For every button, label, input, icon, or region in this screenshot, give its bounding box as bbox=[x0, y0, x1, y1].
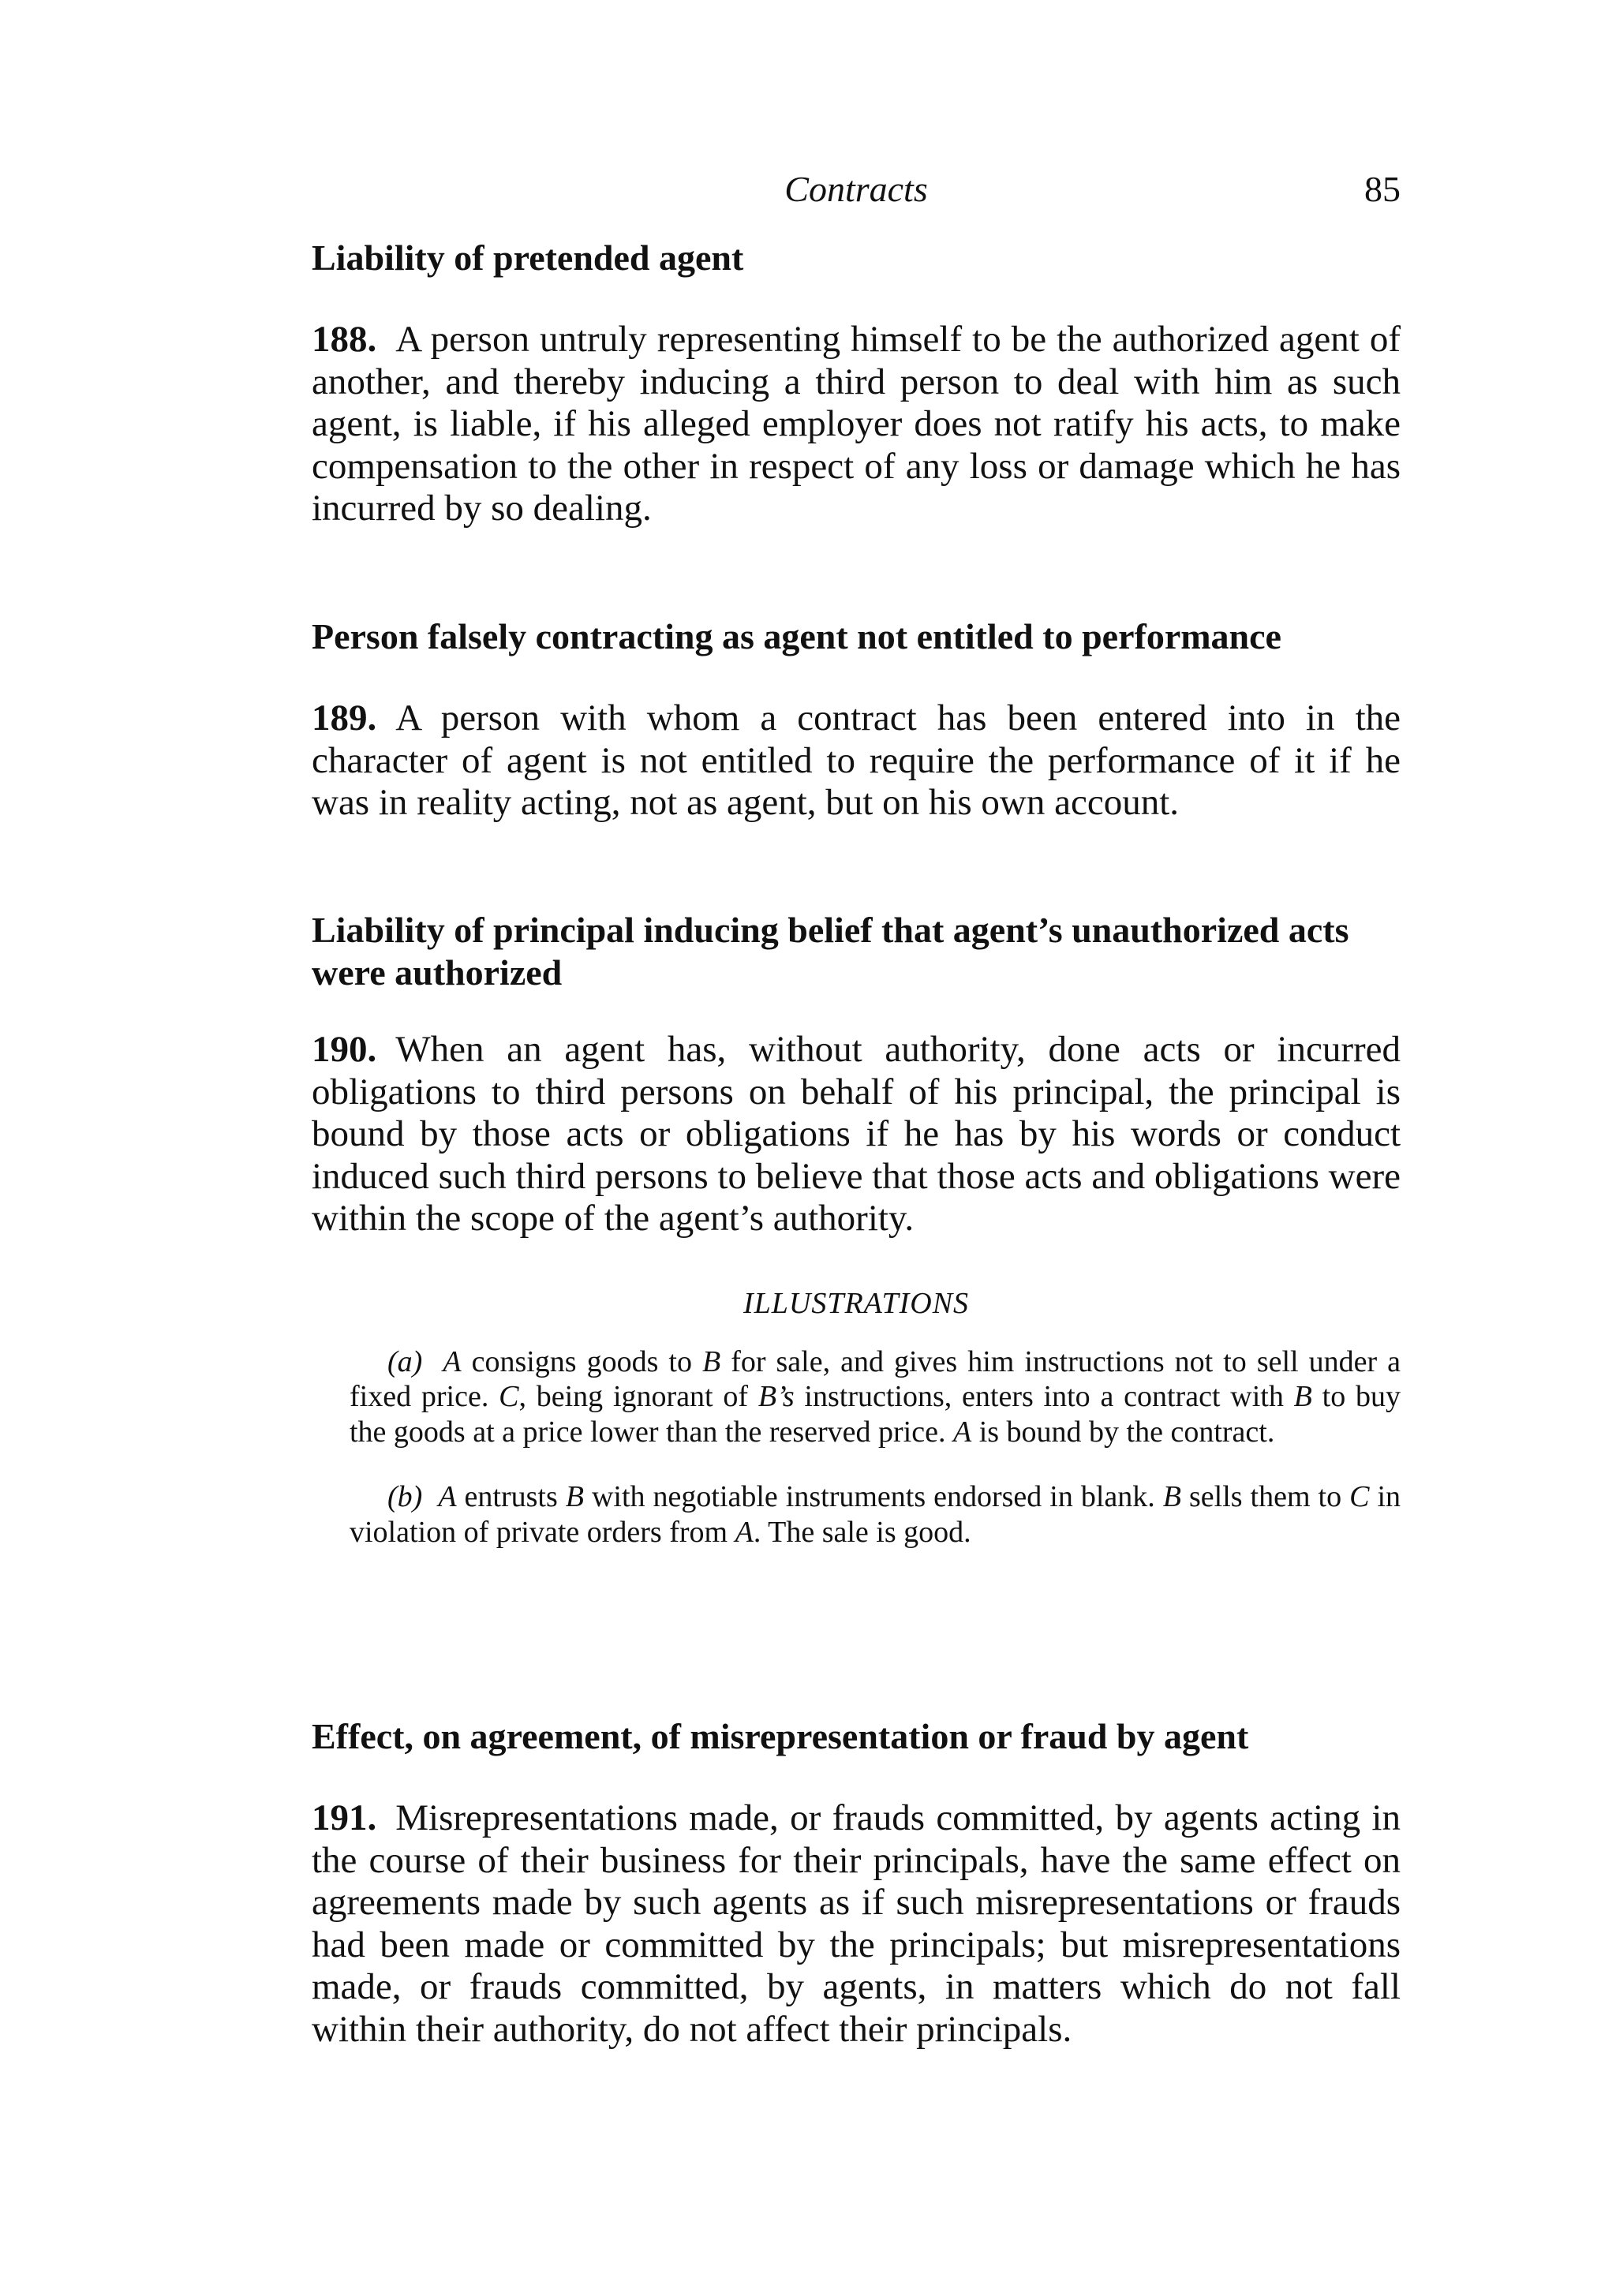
section-text: A person untruly representing himself to be the authorized agent of another, and thereby inducing a third person to deal with him as such agent, is liable, if his alleged employer does not ratify his acts, to make compensation to the other in respect of any loss or damage which he has incurred by so dealing. bbox=[312, 319, 1401, 529]
illustrations-title: ILLUSTRATIONS bbox=[743, 1286, 970, 1320]
section-text: When an agent has, without authority, done acts or incurred obligations to third persons on behalf of his principal, the principal is bound by those acts or obligations if he has by his words or conduct induced such third persons to believe that those acts and obligations were within the scope of the agent’s authority. bbox=[312, 1029, 1401, 1239]
section-number: 189. bbox=[312, 697, 377, 739]
section-text: A person with whom a contract has been entered into in the character of agent is not entitled to require the performance of it if he was in reality acting, not as agent, but on his own account. bbox=[312, 697, 1401, 823]
illustration-a: (a) A consigns goods to B for sale, and gives him instructions not to sell under a fixed price. C, being ignorant of B’s instructions, enters into a contract with B to buy the goods at a price lower than the reserved price. A is bound by the contract. bbox=[350, 1344, 1401, 1449]
section-body bbox=[312, 1029, 1401, 1240]
section-189 bbox=[312, 615, 1401, 825]
illustration-b: (b) A entrusts B with negotiable instruments endorsed in blank. B sells them to C in violation of private orders from A. The sale is good. bbox=[350, 1480, 1401, 1549]
section-191 bbox=[312, 1715, 1401, 2051]
section-number: 190. bbox=[312, 1029, 377, 1070]
section-text: Misrepresentations made, or frauds committed, by agents acting in the course of their business for their principals, have the same effect on agreements made by such agents as if such misrepresentations or frauds had been made or committed by the principals; but misrepresentations made, or frauds committed, by agents, in matters which do not fall within their authority, do not affect their principals. bbox=[312, 1797, 1401, 2050]
section-heading: Effect, on agreement, of misrepresentation or fraud by agent bbox=[312, 1716, 1249, 1756]
section-number: 191. bbox=[312, 1797, 377, 1838]
section-body bbox=[312, 319, 1401, 530]
section-188 bbox=[312, 237, 1401, 530]
section-body bbox=[312, 697, 1401, 825]
section-number: 188. bbox=[312, 319, 377, 360]
section-heading: Liability of principal inducing belief that agent’s unauthorized acts were authorized bbox=[312, 910, 1349, 993]
section-190 bbox=[312, 909, 1401, 1550]
section-body bbox=[312, 1797, 1401, 2051]
running-title: Contracts bbox=[784, 169, 928, 209]
page-number: 85 bbox=[1364, 169, 1401, 209]
running-head bbox=[312, 166, 1401, 213]
section-heading: Liability of pretended agent bbox=[312, 237, 744, 278]
section-heading: Person falsely contracting as agent not entitled to performance bbox=[312, 616, 1281, 656]
